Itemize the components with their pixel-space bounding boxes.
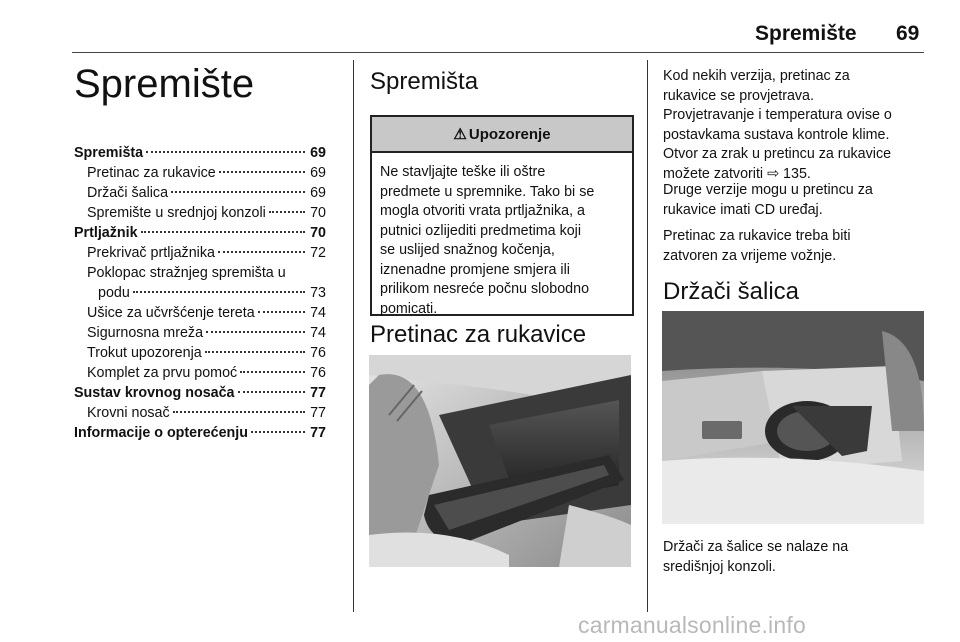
warning-line: predmete u spremnike. Tako bi se (380, 183, 595, 200)
toc-entry-label: Spremište u srednjoj konzoli (87, 205, 266, 221)
paragraph-ventilation (663, 67, 892, 184)
chapter-title: Spremište (74, 62, 255, 106)
warning-line: mogla otvoriti vrata prtljažnika, a (380, 203, 586, 219)
toc-leader-dots (219, 171, 305, 173)
warning-header (372, 117, 632, 153)
toc-entry-label: Prekrivač prtljažnika (87, 245, 215, 261)
warning-text (372, 153, 632, 329)
toc-entry-label: podu (98, 285, 130, 301)
toc-entry-page: 72 (310, 245, 326, 261)
toc-entry-label: Poklopac stražnjeg spremišta u (87, 265, 286, 281)
cupholder-photo (662, 311, 924, 524)
text-line: Držači za šalice se nalaze na (663, 539, 849, 555)
toc-entry-label: Trokut upozorenja (87, 345, 202, 361)
toc-entry-label: Sustav krovnog nosača (74, 385, 235, 401)
toc-entry-label: Ušice za učvršćenje tereta (87, 305, 255, 321)
warning-line: putnici ozlijediti predmetima koji (380, 222, 582, 239)
section-title-glovebox: Pretinac za rukavice (370, 321, 587, 348)
toc-leader-dots (141, 231, 305, 233)
watermark: carmanualsonline.info (578, 612, 806, 638)
toc-entry-page: 70 (310, 205, 326, 221)
toc-entry[interactable] (74, 383, 326, 403)
toc-entry[interactable] (74, 303, 326, 323)
toc-leader-dots (238, 391, 306, 393)
warning-line: iznenadne promjene smjera ili (380, 261, 570, 278)
warning-line: Ne stavljajte teške ili oštre (380, 164, 546, 180)
toc-entry[interactable] (74, 343, 326, 363)
column-divider-left (353, 60, 354, 612)
warning-heading: Upozorenje (468, 125, 551, 143)
toc-entry[interactable] (74, 323, 326, 343)
toc-entry-label: Sigurnosna mreža (87, 325, 204, 341)
toc-entry-page: 74 (310, 325, 326, 341)
warning-line: prilikom nesreće počnu slobodno (380, 281, 590, 297)
paragraph-closed (663, 227, 851, 266)
text-line: postavkama sustava kontrole klime. (663, 126, 890, 143)
toc-leader-dots (206, 331, 305, 333)
toc-leader-dots (218, 251, 305, 253)
toc-entry-page: 76 (310, 345, 326, 361)
toc-entry[interactable] (74, 183, 326, 203)
toc-entry-page: 73 (310, 285, 326, 301)
toc-leader-dots (269, 211, 305, 213)
warning-line: pomicati. (380, 300, 438, 317)
toc-entry-page: 74 (310, 305, 326, 321)
toc-leader-dots (240, 371, 305, 373)
toc-entry[interactable] (74, 203, 326, 223)
page-header-title: Spremište (755, 22, 857, 45)
text-line: Otvor za zrak u pretincu za rukavice (663, 146, 892, 162)
column-divider-right (647, 60, 648, 612)
toc-entry-label: Spremišta (74, 145, 144, 161)
toc-leader-dots (258, 311, 305, 313)
text-line: Pretinac za rukavice treba biti (663, 228, 851, 244)
text-line: zatvoren za vrijeme vožnje. (663, 247, 837, 264)
text-line: možete zatvoriti ⇨ 135. (663, 165, 811, 182)
toc-entry-page: 77 (310, 385, 326, 401)
toc-entry[interactable] (74, 243, 326, 263)
text-line: Druge verzije mogu u pretincu za (663, 182, 873, 198)
warning-line: se uslijed snažnog kočenja, (380, 242, 555, 258)
toc-entry-label: Informacije o opterećenju (74, 425, 248, 441)
toc-entry-label: Držači šalica (87, 185, 169, 201)
text-line: rukavice imati CD uređaj. (663, 201, 823, 218)
warning-icon: ⚠ (453, 126, 467, 143)
section-title-storage: Spremišta (370, 68, 479, 95)
page-number: 69 (896, 22, 920, 45)
toc-entry-page: 77 (310, 405, 326, 421)
toc-leader-dots (205, 351, 305, 353)
toc-entry[interactable] (74, 363, 326, 383)
toc-leader-dots (171, 191, 305, 193)
toc-entry-page: 69 (310, 185, 326, 201)
toc-entry-label: Komplet za prvu pomoć (87, 365, 238, 381)
toc-entry[interactable] (74, 263, 326, 283)
header-rule (72, 52, 924, 53)
toc-entry-label: Krovni nosač (87, 405, 170, 421)
toc-leader-dots (146, 151, 305, 153)
toc-entry[interactable] (74, 163, 326, 183)
toc-entry-label: Prtljažnik (74, 225, 138, 241)
toc-leader-dots (251, 431, 305, 433)
toc-entry-page: 69 (310, 165, 326, 181)
toc-leader-dots (173, 411, 305, 413)
toc-entry-page: 77 (310, 425, 326, 441)
toc-entry[interactable] (74, 403, 326, 423)
toc-leader-dots (133, 291, 305, 293)
photo-caption (663, 538, 848, 577)
toc-entry-page: 76 (310, 365, 326, 381)
toc-entry[interactable] (74, 143, 326, 163)
warning-box (370, 115, 634, 316)
toc-entry-page: 69 (310, 145, 326, 161)
text-line: središnjoj konzoli. (663, 558, 776, 575)
glovebox-photo (369, 355, 631, 567)
text-line: Kod nekih verzija, pretinac za (663, 68, 850, 84)
toc-entry-page: 70 (310, 225, 326, 241)
table-of-contents (74, 143, 326, 443)
toc-entry[interactable] (74, 423, 326, 443)
section-title-cupholders: Držači šalica (663, 278, 800, 305)
toc-entry-label: Pretinac za rukavice (87, 165, 216, 181)
toc-entry[interactable] (74, 283, 326, 303)
paragraph-cd (663, 181, 873, 220)
text-line: Provjetravanje i temperatura ovise o (663, 107, 892, 123)
toc-entry[interactable] (74, 223, 326, 243)
text-line: rukavice se provjetrava. (663, 87, 814, 104)
